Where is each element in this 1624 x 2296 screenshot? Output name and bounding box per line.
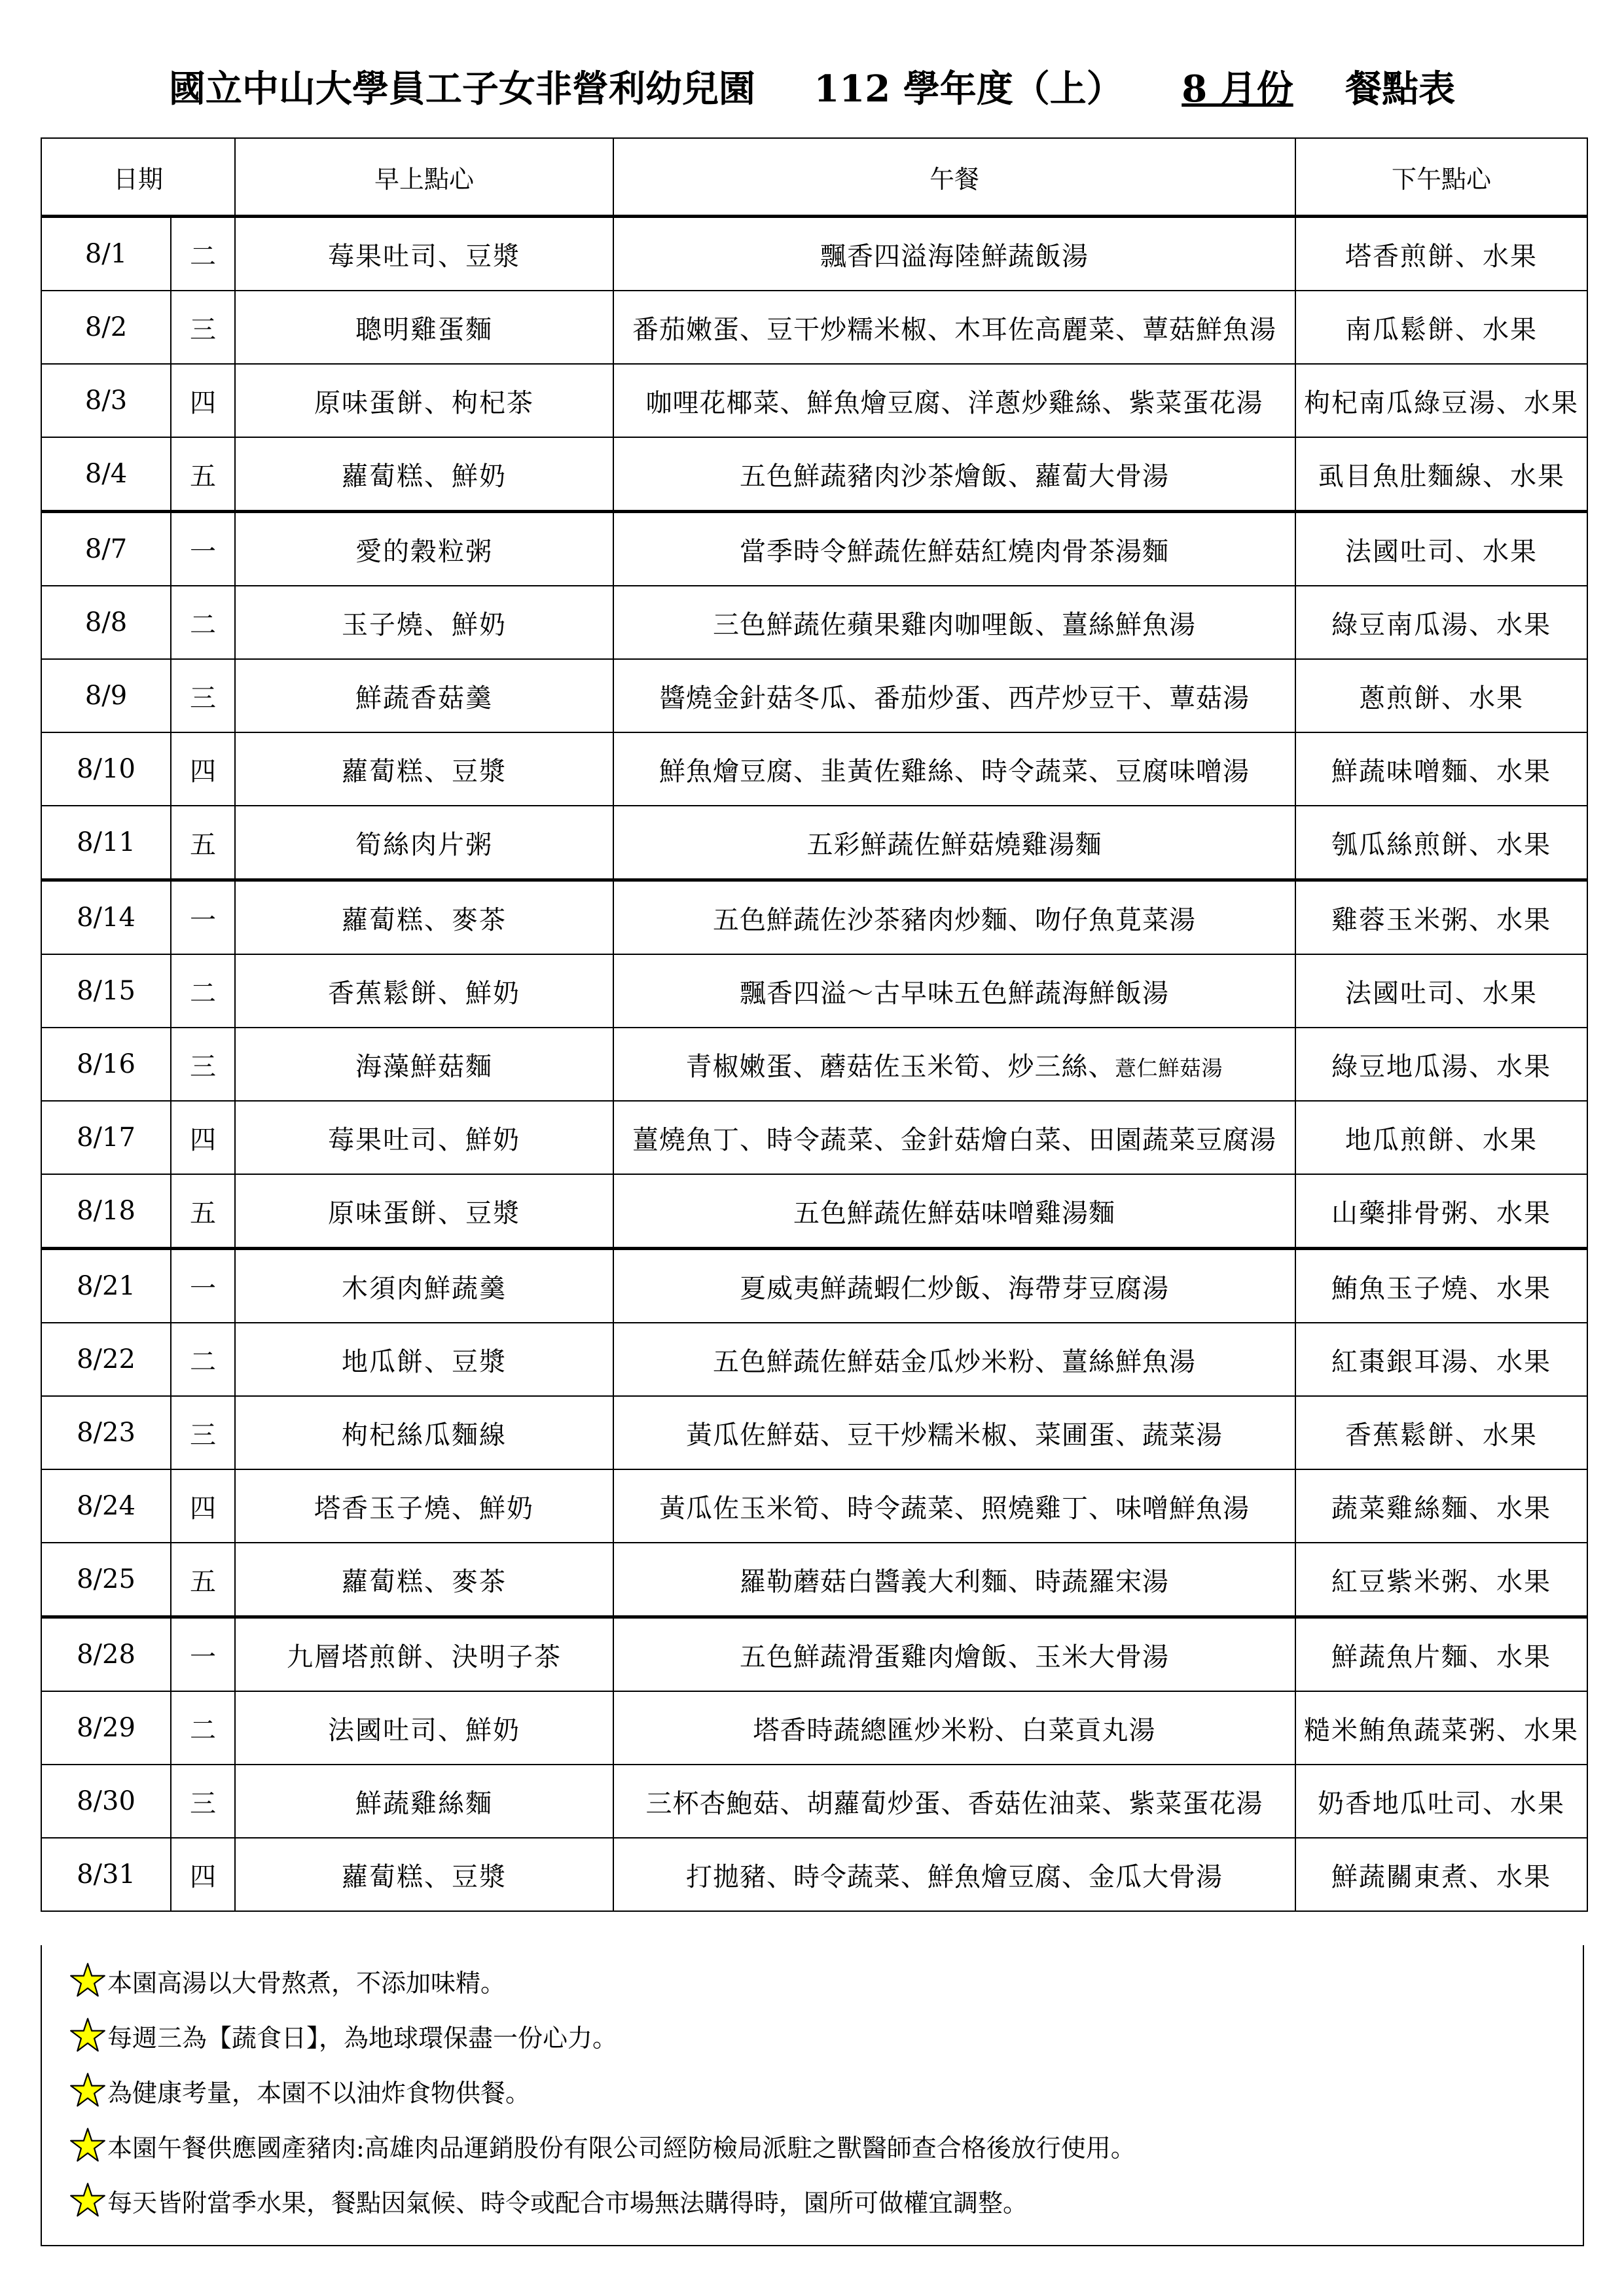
afternoon-snack-cell: 鮮蔬魚片麵、水果 (1295, 1617, 1587, 1692)
afternoon-snack-cell: 雞蓉玉米粥、水果 (1295, 880, 1587, 955)
date-cell: 8/7 (41, 512, 171, 586)
morning-snack-cell: 莓果吐司、豆漿 (235, 217, 613, 291)
afternoon-snack-cell: 蔥煎餅、水果 (1295, 659, 1587, 732)
weekday-cell: 一 (171, 880, 235, 955)
morning-snack-cell: 原味蛋餅、枸杞茶 (235, 364, 613, 437)
page-title (0, 60, 1624, 113)
table-header-row (41, 138, 1587, 217)
morning-snack-cell: 愛的穀粒粥 (235, 512, 613, 586)
weekday-cell: 四 (171, 732, 235, 806)
morning-snack-cell: 筍絲肉片粥 (235, 806, 613, 880)
lunch-cell: 飄香四溢海陸鮮蔬飯湯 (613, 217, 1295, 291)
weekday-cell: 一 (171, 1249, 235, 1323)
weekday-cell: 三 (171, 1765, 235, 1838)
date-cell: 8/11 (41, 806, 171, 880)
lunch-cell: 塔香時蔬總匯炒米粉、白菜貢丸湯 (613, 1691, 1295, 1765)
weekday-cell: 四 (171, 1101, 235, 1174)
table-row (41, 1691, 1587, 1765)
date-cell: 8/24 (41, 1469, 171, 1543)
lunch-cell: 五色鮮蔬佐沙茶豬肉炒麵、吻仔魚莧菜湯 (613, 880, 1295, 955)
morning-snack-cell: 原味蛋餅、豆漿 (235, 1174, 613, 1249)
table-row (41, 1838, 1587, 1911)
morning-snack-cell: 玉子燒、鮮奶 (235, 586, 613, 659)
note-item (42, 1953, 1583, 2008)
morning-snack-cell: 蘿蔔糕、麥茶 (235, 880, 613, 955)
morning-snack-cell: 九層塔煎餅、決明子茶 (235, 1617, 613, 1692)
weekday-cell: 二 (171, 217, 235, 291)
table-row (41, 1396, 1587, 1469)
weekday-cell: 四 (171, 1469, 235, 1543)
table-row (41, 1028, 1587, 1101)
date-cell: 8/22 (41, 1323, 171, 1396)
lunch-cell: 羅勒蘑菇白醬義大利麵、時蔬羅宋湯 (613, 1543, 1295, 1617)
table-row (41, 437, 1587, 512)
morning-snack-cell: 鮮蔬雞絲麵 (235, 1765, 613, 1838)
date-cell: 8/1 (41, 217, 171, 291)
date-cell: 8/16 (41, 1028, 171, 1101)
header-date: 日期 (41, 138, 235, 217)
lunch-cell: 三杯杏鮑菇、胡蘿蔔炒蛋、香菇佐油菜、紫菜蛋花湯 (613, 1765, 1295, 1838)
table-row (41, 1101, 1587, 1174)
afternoon-snack-cell: 塔香煎餅、水果 (1295, 217, 1587, 291)
weekday-cell: 二 (171, 954, 235, 1028)
note-item (42, 2008, 1583, 2063)
weekday-cell: 四 (171, 1838, 235, 1911)
weekday-cell: 五 (171, 1174, 235, 1249)
morning-snack-cell: 法國吐司、鮮奶 (235, 1691, 613, 1765)
lunch-cell: 番茄嫩蛋、豆干炒糯米椒、木耳佐高麗菜、蕈菇鮮魚湯 (613, 291, 1295, 364)
morning-snack-cell: 鮮蔬香菇羹 (235, 659, 613, 732)
month-label: 8 月份 (1182, 67, 1293, 111)
lunch-cell: 黃瓜佐玉米筍、時令蔬菜、照燒雞丁、味噌鮮魚湯 (613, 1469, 1295, 1543)
date-cell: 8/23 (41, 1396, 171, 1469)
date-cell: 8/25 (41, 1543, 171, 1617)
afternoon-snack-cell: 山藥排骨粥、水果 (1295, 1174, 1587, 1249)
note-text: 本園高湯以大骨熬煮，不添加味精。 (107, 1968, 506, 1998)
morning-snack-cell: 蘿蔔糕、豆漿 (235, 732, 613, 806)
afternoon-snack-cell: 紅豆紫米粥、水果 (1295, 1543, 1587, 1617)
note-item (42, 2173, 1583, 2228)
afternoon-snack-cell: 南瓜鬆餅、水果 (1295, 291, 1587, 364)
afternoon-snack-cell: 香蕉鬆餅、水果 (1295, 1396, 1587, 1469)
weekday-cell: 五 (171, 1543, 235, 1617)
date-cell: 8/18 (41, 1174, 171, 1249)
afternoon-snack-cell: 法國吐司、水果 (1295, 954, 1587, 1028)
afternoon-snack-cell: 綠豆南瓜湯、水果 (1295, 586, 1587, 659)
lunch-cell: 三色鮮蔬佐蘋果雞肉咖哩飯、薑絲鮮魚湯 (613, 586, 1295, 659)
lunch-cell: 打拋豬、時令蔬菜、鮮魚燴豆腐、金瓜大骨湯 (613, 1838, 1295, 1911)
afternoon-snack-cell: 鮮蔬關東煮、水果 (1295, 1838, 1587, 1911)
date-cell: 8/17 (41, 1101, 171, 1174)
date-cell: 8/4 (41, 437, 171, 512)
table-row (41, 954, 1587, 1028)
weekday-cell: 二 (171, 1323, 235, 1396)
date-cell: 8/15 (41, 954, 171, 1028)
morning-snack-cell: 蘿蔔糕、豆漿 (235, 1838, 613, 1911)
morning-snack-cell: 枸杞絲瓜麵線 (235, 1396, 613, 1469)
lunch-cell: 五色鮮蔬滑蛋雞肉燴飯、玉米大骨湯 (613, 1617, 1295, 1692)
table-row (41, 1469, 1587, 1543)
morning-snack-cell: 香蕉鬆餅、鮮奶 (235, 954, 613, 1028)
lunch-cell: 咖哩花椰菜、鮮魚燴豆腐、洋蔥炒雞絲、紫菜蛋花湯 (613, 364, 1295, 437)
weekday-cell: 二 (171, 586, 235, 659)
date-cell: 8/21 (41, 1249, 171, 1323)
afternoon-snack-cell: 鮪魚玉子燒、水果 (1295, 1249, 1587, 1323)
lunch-cell: 當季時令鮮蔬佐鮮菇紅燒肉骨茶湯麵 (613, 512, 1295, 586)
date-cell: 8/8 (41, 586, 171, 659)
meal-table (41, 137, 1588, 1912)
lunch-text: 青椒嫩蛋、蘑菇佐玉米筍、炒三絲、 (685, 1051, 1115, 1082)
table-row (41, 880, 1587, 955)
star-icon (69, 1962, 106, 1999)
lunch-cell (613, 1028, 1295, 1101)
star-icon (69, 2072, 106, 2109)
table-row (41, 659, 1587, 732)
morning-snack-cell: 聰明雞蛋麵 (235, 291, 613, 364)
table-row (41, 1617, 1587, 1692)
header-afternoon-snack: 下午點心 (1295, 138, 1587, 217)
note-text: 每天皆附當季水果，餐點因氣候、時令或配合市場無法購得時，園所可做權宜調整。 (107, 2188, 1028, 2217)
lunch-cell: 五色鮮蔬佐鮮菇金瓜炒米粉、薑絲鮮魚湯 (613, 1323, 1295, 1396)
weekday-cell: 二 (171, 1691, 235, 1765)
table-body (41, 217, 1587, 1912)
weekday-cell: 三 (171, 659, 235, 732)
weekday-cell: 三 (171, 1028, 235, 1101)
lunch-cell: 薑燒魚丁、時令蔬菜、金針菇燴白菜、田園蔬菜豆腐湯 (613, 1101, 1295, 1174)
weekday-cell: 五 (171, 806, 235, 880)
lunch-cell: 五色鮮蔬豬肉沙茶燴飯、蘿蔔大骨湯 (613, 437, 1295, 512)
lunch-cell: 黃瓜佐鮮菇、豆干炒糯米椒、菜圃蛋、蔬菜湯 (613, 1396, 1295, 1469)
weekday-cell: 一 (171, 512, 235, 586)
table-row (41, 1323, 1587, 1396)
weekday-cell: 四 (171, 364, 235, 437)
lunch-cell: 五色鮮蔬佐鮮菇味噌雞湯麵 (613, 1174, 1295, 1249)
afternoon-snack-cell: 虱目魚肚麵線、水果 (1295, 437, 1587, 512)
table-row (41, 732, 1587, 806)
school-name: 國立中山大學員工子女非營利幼兒園 (168, 67, 755, 111)
afternoon-snack-cell: 瓠瓜絲煎餅、水果 (1295, 806, 1587, 880)
header-lunch: 午餐 (613, 138, 1295, 217)
star-icon (69, 2182, 106, 2219)
afternoon-snack-cell: 地瓜煎餅、水果 (1295, 1101, 1587, 1174)
afternoon-snack-cell: 糙米鮪魚蔬菜粥、水果 (1295, 1691, 1587, 1765)
notes-section (41, 1945, 1584, 2246)
table-row (41, 1765, 1587, 1838)
note-text: 為健康考量，本園不以油炸食物供餐。 (107, 2078, 531, 2108)
date-cell: 8/28 (41, 1617, 171, 1692)
afternoon-snack-cell: 法國吐司、水果 (1295, 512, 1587, 586)
star-icon (69, 2127, 106, 2164)
morning-snack-cell: 塔香玉子燒、鮮奶 (235, 1469, 613, 1543)
lunch-cell: 五彩鮮蔬佐鮮菇燒雞湯麵 (613, 806, 1295, 880)
date-cell: 8/14 (41, 880, 171, 955)
morning-snack-cell: 地瓜餅、豆漿 (235, 1323, 613, 1396)
morning-snack-cell: 蘿蔔糕、麥茶 (235, 1543, 613, 1617)
weekday-cell: 五 (171, 437, 235, 512)
table-row (41, 364, 1587, 437)
table-row (41, 1174, 1587, 1249)
morning-snack-cell: 莓果吐司、鮮奶 (235, 1101, 613, 1174)
note-item (42, 2063, 1583, 2118)
date-cell: 8/3 (41, 364, 171, 437)
table-row (41, 512, 1587, 586)
lunch-small-text: 薏仁鮮菇湯 (1115, 1055, 1223, 1081)
note-text: 每週三為【蔬食日】，為地球環保盡一份心力。 (107, 2023, 618, 2053)
date-cell: 8/31 (41, 1838, 171, 1911)
table-row (41, 291, 1587, 364)
date-cell: 8/9 (41, 659, 171, 732)
date-cell: 8/30 (41, 1765, 171, 1838)
table-row (41, 1543, 1587, 1617)
note-text: 本園午餐供應國產豬肉:高雄肉品運銷股份有限公司經防檢局派駐之獸醫師查合格後放行使用。 (107, 2133, 1136, 2162)
star-icon (69, 2017, 106, 2054)
weekday-cell: 三 (171, 291, 235, 364)
lunch-cell: 夏威夷鮮蔬蝦仁炒飯、海帶芽豆腐湯 (613, 1249, 1295, 1323)
lunch-cell: 醬燒金針菇冬瓜、番茄炒蛋、西芹炒豆干、蕈菇湯 (613, 659, 1295, 732)
date-cell: 8/2 (41, 291, 171, 364)
menu-label: 餐點表 (1345, 67, 1456, 111)
table-row (41, 586, 1587, 659)
weekday-cell: 三 (171, 1396, 235, 1469)
header-morning-snack: 早上點心 (235, 138, 613, 217)
table-row (41, 1249, 1587, 1323)
date-cell: 8/29 (41, 1691, 171, 1765)
morning-snack-cell: 木須肉鮮蔬羹 (235, 1249, 613, 1323)
afternoon-snack-cell: 鮮蔬味噌麵、水果 (1295, 732, 1587, 806)
afternoon-snack-cell: 紅棗銀耳湯、水果 (1295, 1323, 1587, 1396)
table-row (41, 217, 1587, 291)
afternoon-snack-cell: 奶香地瓜吐司、水果 (1295, 1765, 1587, 1838)
lunch-cell: 鮮魚燴豆腐、韭黃佐雞絲、時令蔬菜、豆腐味噌湯 (613, 732, 1295, 806)
morning-snack-cell: 海藻鮮菇麵 (235, 1028, 613, 1101)
school-year: 112 學年度（上） (814, 67, 1123, 111)
table-row (41, 806, 1587, 880)
lunch-cell: 飄香四溢～古早味五色鮮蔬海鮮飯湯 (613, 954, 1295, 1028)
date-cell: 8/10 (41, 732, 171, 806)
afternoon-snack-cell: 綠豆地瓜湯、水果 (1295, 1028, 1587, 1101)
afternoon-snack-cell: 枸杞南瓜綠豆湯、水果 (1295, 364, 1587, 437)
morning-snack-cell: 蘿蔔糕、鮮奶 (235, 437, 613, 512)
weekday-cell: 一 (171, 1617, 235, 1692)
note-item (42, 2118, 1583, 2173)
afternoon-snack-cell: 蔬菜雞絲麵、水果 (1295, 1469, 1587, 1543)
